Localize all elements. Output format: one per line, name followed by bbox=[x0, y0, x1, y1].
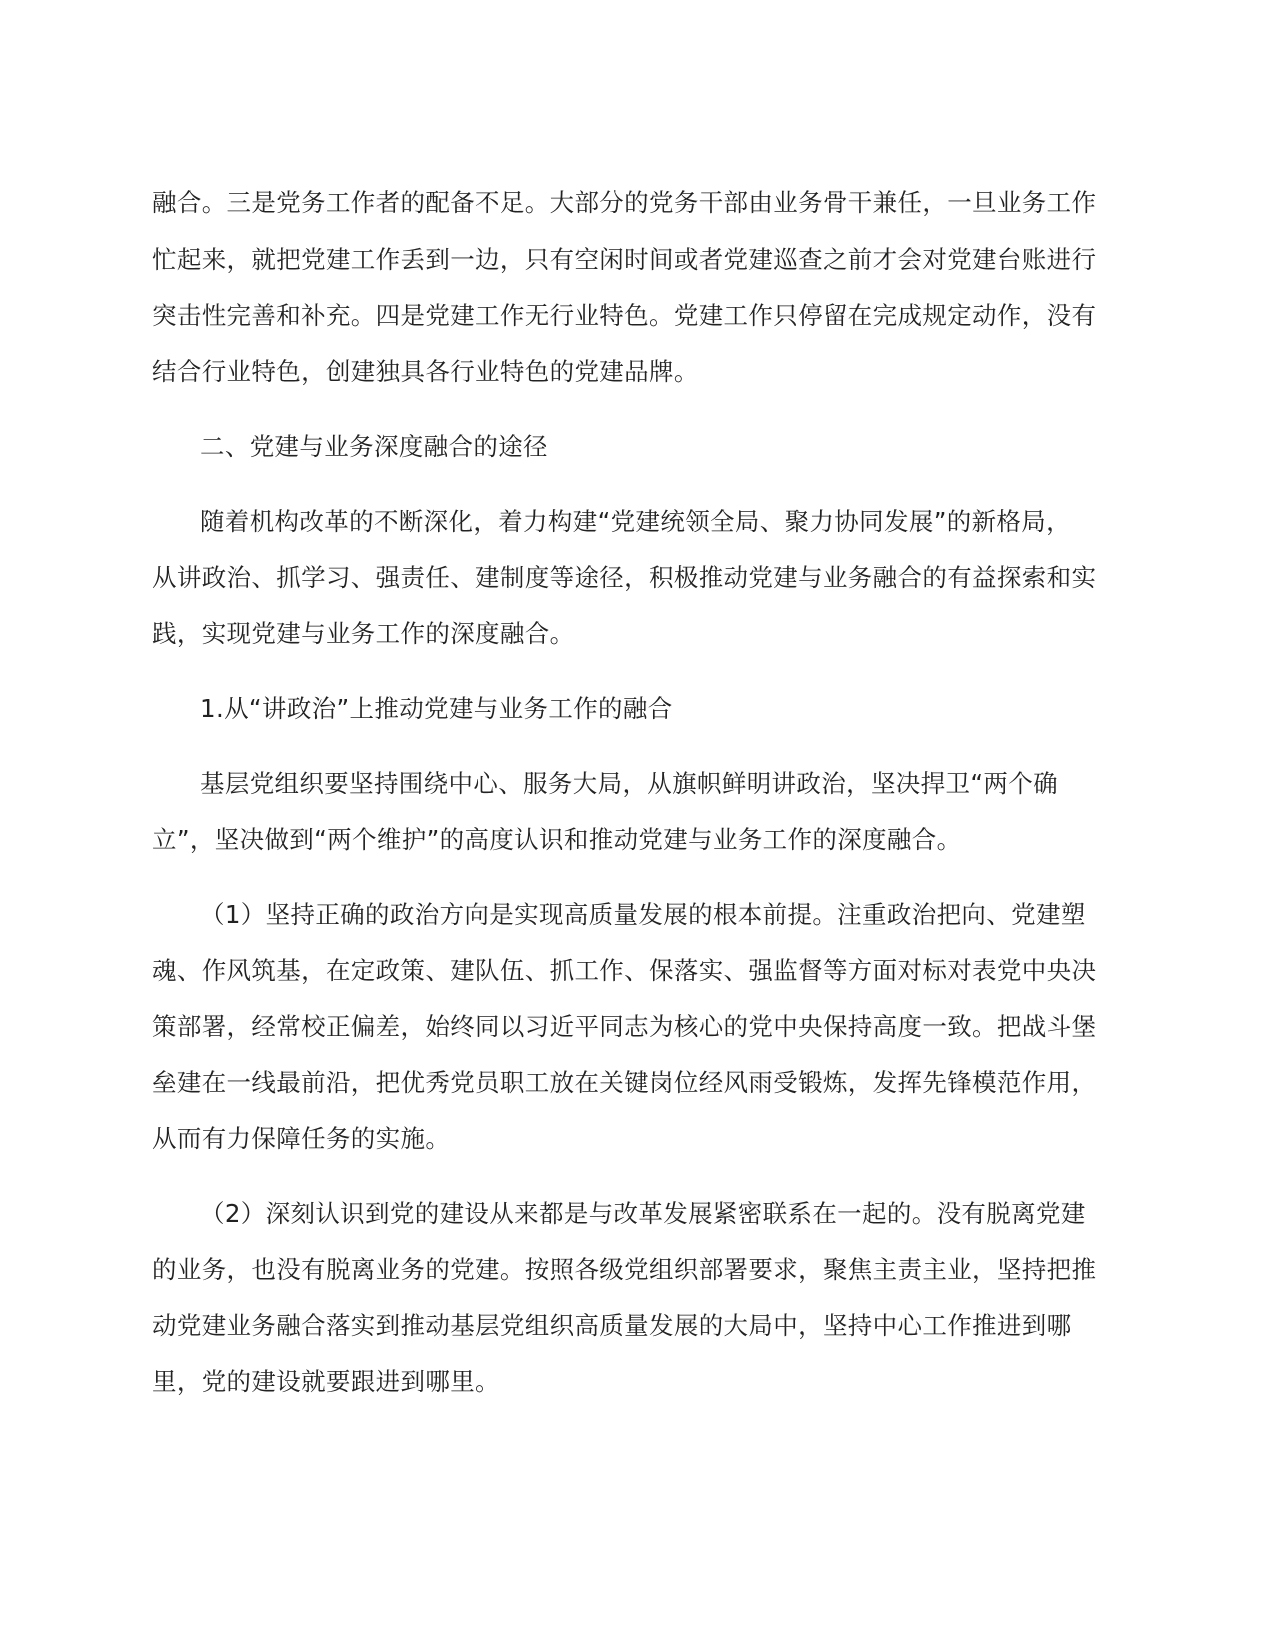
paragraph-line: 魂、作风筑基，在定政策、建队伍、抓工作、保落实、强监督等方面对标对表党中央决 bbox=[152, 956, 1097, 985]
paragraph-line: 突击性完善和补充。四是党建工作无行业特色。党建工作只停留在完成规定动作，没有 bbox=[152, 301, 1097, 330]
paragraph-line: 结合行业特色，创建独具各行业特色的党建品牌。 bbox=[152, 357, 699, 386]
subsection-heading: 1.从“讲政治”上推动党建与业务工作的融合 bbox=[200, 694, 673, 723]
paragraph-line: 融合。三是党务工作者的配备不足。大部分的党务干部由业务骨干兼任，一旦业务工作 bbox=[152, 188, 1097, 217]
paragraph-line: 忙起来，就把党建工作丢到一边，只有空闲时间或者党建巡查之前才会对党建台账进行 bbox=[152, 245, 1097, 274]
paragraph-line: 里，党的建设就要跟进到哪里。 bbox=[152, 1367, 500, 1396]
section-heading: 二、党建与业务深度融合的途径 bbox=[200, 432, 548, 461]
paragraph-line: （1）坚持正确的政治方向是实现高质量发展的根本前提。注重政治把向、党建塑 bbox=[200, 900, 1086, 929]
paragraph-line: 从讲政治、抓学习、强责任、建制度等途径，积极推动党建与业务融合的有益探索和实 bbox=[152, 563, 1097, 592]
paragraph-line: 基层党组织要坚持围绕中心、服务大局，从旗帜鲜明讲政治，坚决捍卫“两个确 bbox=[200, 769, 1058, 798]
paragraph-line: 动党建业务融合落实到推动基层党组织高质量发展的大局中，坚持中心工作推进到哪 bbox=[152, 1311, 1072, 1340]
paragraph-line: 随着机构改革的不断深化，着力构建“党建统领全局、聚力协同发展”的新格局， bbox=[200, 507, 1071, 536]
paragraph-line: 从而有力保障任务的实施。 bbox=[152, 1124, 451, 1153]
paragraph-line: 的业务，也没有脱离业务的党建。按照各级党组织部署要求，聚焦主责主业，坚持把推 bbox=[152, 1255, 1097, 1284]
paragraph-line: （2）深刻认识到党的建设从来都是与改革发展紧密联系在一起的。没有脱离党建 bbox=[200, 1199, 1086, 1228]
paragraph-line: 策部署，经常校正偏差，始终同以习近平同志为核心的党中央保持高度一致。把战斗堡 bbox=[152, 1012, 1097, 1041]
paragraph-line: 立”，坚决做到“两个维护”的高度认识和推动党建与业务工作的深度融合。 bbox=[152, 825, 962, 854]
paragraph-line: 垒建在一线最前沿，把优秀党员职工放在关键岗位经风雨受锻炼，发挥先锋模范作用， bbox=[152, 1068, 1097, 1097]
paragraph-line: 践，实现党建与业务工作的深度融合。 bbox=[152, 619, 575, 648]
